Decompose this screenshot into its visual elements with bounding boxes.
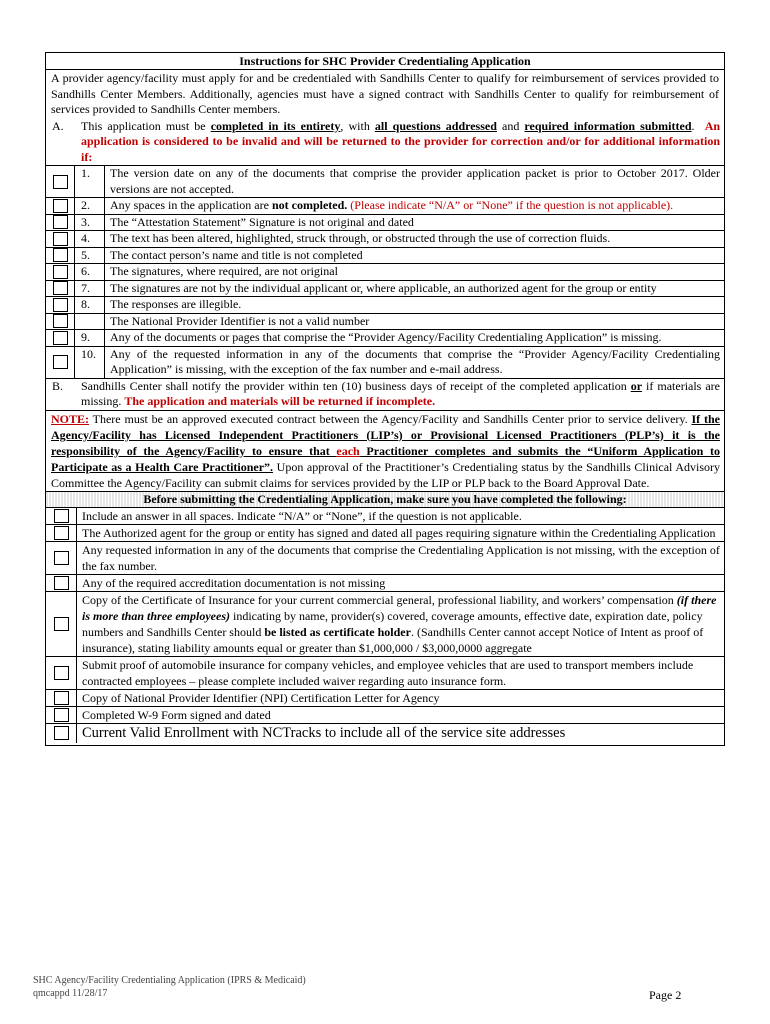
section-a-items [46, 165, 724, 378]
item-text: The “Attestation Statement” Signature is not original and dated [110, 214, 414, 229]
item-text-bold: not completed. [271, 198, 348, 212]
form-title: Instructions for SHC Provider Credentialing Application [46, 53, 724, 70]
checkbox-cell [46, 657, 77, 689]
checkbox-cell [46, 248, 75, 264]
section-b-or: or [630, 378, 643, 393]
note-text-1: There must be an approved executed contract between the Agency/Facility and Sandhills Center prior to service delivery. [89, 411, 692, 426]
note-text-2: Upon approval of the Practitioner’s Credentialing status by the Sandhills Clinical Advisory Committee the Agency/Facility can submit claims for services provided by the LIP or PLP back to the Board Approval Date. [51, 459, 720, 490]
checklist-item-text: Any requested information in any of the documents that comprise the Credentialing Application is not missing, with the exception of the fax number. [82, 542, 720, 573]
checklist-item-7 [46, 689, 724, 706]
section-b [46, 378, 724, 410]
item-number: 4. [75, 231, 105, 247]
checkbox-cell [46, 592, 77, 656]
checklist-item-3 [46, 541, 724, 574]
section-a-item [46, 165, 724, 197]
checkbox-cell [46, 347, 75, 378]
checklist-item-6 [46, 656, 724, 689]
instructions-form [45, 52, 725, 746]
item-number: 6. [75, 264, 105, 280]
section-a-item [46, 280, 724, 297]
section-a-item [46, 247, 724, 264]
checklist-item-text: Copy of National Provider Identifier (NPI) Certification Letter for Agency [82, 690, 440, 705]
checkbox[interactable] [54, 576, 69, 590]
checklist-item-text: Current Valid Enrollment with NCTracks to include all of the service site addresses [82, 724, 566, 741]
checkbox[interactable] [53, 331, 68, 345]
checkbox-cell [46, 508, 77, 524]
insurance-text-1: Copy of the Certificate of Insurance for your current commercial general, professional liability, and workers’ compensation [82, 592, 677, 607]
item-text-red: (Please indicate “N/A” or “None” if the question is not applicable). [347, 198, 674, 212]
checkbox-cell [46, 707, 77, 723]
section-b-text-1: Sandhills Center shall notify the provider within ten (10) business days of receipt of the completed application [81, 378, 631, 393]
insurance-holder: be listed as certificate holder [264, 624, 411, 639]
intro-paragraph: A provider agency/facility must apply for and be credentialed with Sandhills Center to qualify for reimbursement of services provided to Sandhills Center Members. Additionally, agencies must have a signed contract with Sandhills Center to qualify for reimbursement of services provided to Sandhills Center members. [51, 71, 719, 116]
checkbox[interactable] [53, 248, 68, 262]
checklist-item-9 [46, 723, 724, 745]
checkbox-cell [46, 542, 77, 574]
checkbox[interactable] [53, 355, 68, 369]
footer-version: qmcappd 11/28/17 [33, 988, 108, 999]
page-number: Page 2 [649, 988, 682, 1002]
checkbox[interactable] [54, 726, 69, 740]
checkbox[interactable] [53, 215, 68, 229]
footer-form-name: SHC Agency/Facility Credentialing Application (IPRS & Medicaid) [33, 975, 306, 986]
item-text: The responses are illegible. [110, 297, 242, 311]
item-number: 10. [75, 347, 105, 378]
note-label: NOTE: [51, 411, 90, 426]
checkbox-cell [46, 724, 77, 743]
item-number: 3. [75, 215, 105, 231]
section-a-text-1: This application must be [81, 118, 211, 133]
section-b-text [76, 379, 724, 410]
section-a-item [46, 230, 724, 247]
insurance-text-2: indicating by name, provider(s) covered, coverage amounts, effective date, expiration date, policy numbers and Sandhills Center should [82, 608, 703, 639]
section-a-text-3: and [496, 118, 525, 133]
item-text-part: Any spaces in the application are [110, 198, 272, 212]
checkbox-cell [46, 281, 75, 297]
checkbox-cell [46, 314, 75, 330]
checkbox-cell [46, 575, 77, 591]
item-number: 1. [75, 166, 105, 197]
item-text: The National Provider Identifier is not a valid number [110, 313, 370, 328]
section-a-warning: An application is considered to be invalid and will be returned to the provider for correction and/or for additional information if: [81, 118, 721, 164]
checkbox[interactable] [54, 617, 69, 631]
section-a-item [46, 214, 724, 231]
section-a-emph-1: completed in its entirety [210, 118, 341, 133]
item-number: 5. [75, 248, 105, 264]
section-a-text-4: . [691, 118, 695, 133]
section-a-item [46, 296, 724, 313]
section-a-item [46, 329, 724, 346]
checklist-item-8 [46, 706, 724, 723]
item-number: 7. [75, 281, 105, 297]
insurance-text-3: . (Sandhills Center cannot accept Notice of Intent as proof of insurance), stating liability amounts equal or greater than $1,000,000 / $3,000,0000 aggregate [82, 624, 704, 655]
item-text: The version date on any of the documents that comprise the provider application packet is prior to October 2017. Older versions are not accepted. [110, 166, 720, 196]
checklist-item-text: Any of the required accreditation documentation is not missing [82, 575, 386, 590]
checkbox-cell [46, 297, 75, 313]
item-text: The signatures, where required, are not original [110, 264, 338, 278]
checklist-item-4 [46, 574, 724, 591]
checkbox[interactable] [53, 232, 68, 246]
section-a-emph-2: all questions addressed [374, 118, 497, 133]
item-text: Any of the documents or pages that comprise the “Provider Agency/Facility Credentialing Application” is missing. [110, 330, 662, 344]
checklist-item-1 [46, 507, 724, 524]
section-b-text-2: if materials are missing. [81, 378, 720, 408]
note-paragraph [46, 410, 724, 491]
item-text: Any of the requested information in any of the documents that comprise the “Provider Agency/Facility Credentialing Application” is missing, with the exception of the fax number and e-mail address. [110, 346, 720, 376]
section-a-emph-3: required information submitted [524, 118, 692, 133]
section-a [46, 119, 724, 166]
footer-left [33, 974, 306, 1000]
checkbox[interactable] [53, 298, 68, 312]
item-number: 2. [75, 198, 105, 214]
note-each: each [336, 443, 360, 458]
section-a-item [46, 263, 724, 280]
checklist-item-5 [46, 591, 724, 656]
item-number: 9. [75, 330, 105, 346]
checkbox[interactable] [54, 666, 69, 680]
checkbox-cell [46, 525, 77, 541]
section-a-letter: A. [52, 118, 64, 133]
section-a-text [76, 119, 724, 166]
section-a-item [46, 197, 724, 214]
section-a-item [46, 346, 724, 378]
note-emph-2: Practitioner completes and submits the “Uniform Application to Participate as a Health Care Practitioner”. [51, 443, 720, 474]
checkbox[interactable] [54, 708, 69, 722]
checkbox[interactable] [53, 175, 68, 189]
section-a-text-2: , with [340, 118, 375, 133]
checkbox[interactable] [54, 551, 69, 565]
item-number: 8. [75, 297, 105, 313]
item-text: The contact person’s name and title is not completed [110, 247, 363, 262]
section-a-item [46, 313, 724, 330]
checkbox-cell [46, 330, 75, 346]
checkbox[interactable] [54, 526, 69, 540]
item-text: The text has been altered, highlighted, struck through, or obstructed through the use of correction fluids. [110, 231, 611, 245]
checkbox[interactable] [53, 265, 68, 279]
checklist-item-text: Include an answer in all spaces. Indicate “N/A” or “None”, if the question is not applicable. [82, 508, 522, 523]
insurance-emph: (if there is more than three employees) [82, 592, 717, 623]
checkbox[interactable] [54, 509, 69, 523]
checklist-item-text: Submit proof of automobile insurance for company vehicles, and employee vehicles that are used to transport members include contracted employees – please complete included waiver regarding auto insurance form. [82, 657, 694, 688]
item-text: The signatures are not by the individual applicant or, where applicable, an authorized agent for the group or entity [110, 280, 657, 295]
checkbox-cell [46, 215, 75, 231]
checklist-item-2 [46, 524, 724, 541]
checklist-heading: Before submitting the Credentialing Application, make sure you have completed the following: [46, 491, 724, 507]
checkbox[interactable] [53, 199, 68, 213]
note-emph-1: If the Agency/Facility has Licensed Independent Practitioners (LIP’s) or Provisional Licensed Practitioners (PLP’s) it is the responsibility of the Agency/Facility to ensure that [51, 411, 720, 458]
section-b-letter: B. [52, 378, 64, 393]
checkbox[interactable] [53, 314, 68, 328]
checklist-item-text: Completed W-9 Form signed and dated [82, 707, 271, 722]
section-b-warning: The application and materials will be returned if incomplete. [124, 394, 436, 408]
checkbox-cell [46, 231, 75, 247]
item-number [75, 314, 105, 330]
checkbox-cell [46, 690, 77, 706]
checkbox-cell [46, 166, 75, 197]
checklist-item-text: The Authorized agent for the group or entity has signed and dated all pages requiring signature within the Credentialing Application [82, 525, 716, 540]
checklist-item-text [77, 592, 724, 656]
checkbox-cell [46, 198, 75, 214]
item-text [105, 198, 724, 214]
checkbox-cell [46, 264, 75, 280]
checkbox[interactable] [54, 691, 69, 705]
checkbox[interactable] [53, 281, 68, 295]
